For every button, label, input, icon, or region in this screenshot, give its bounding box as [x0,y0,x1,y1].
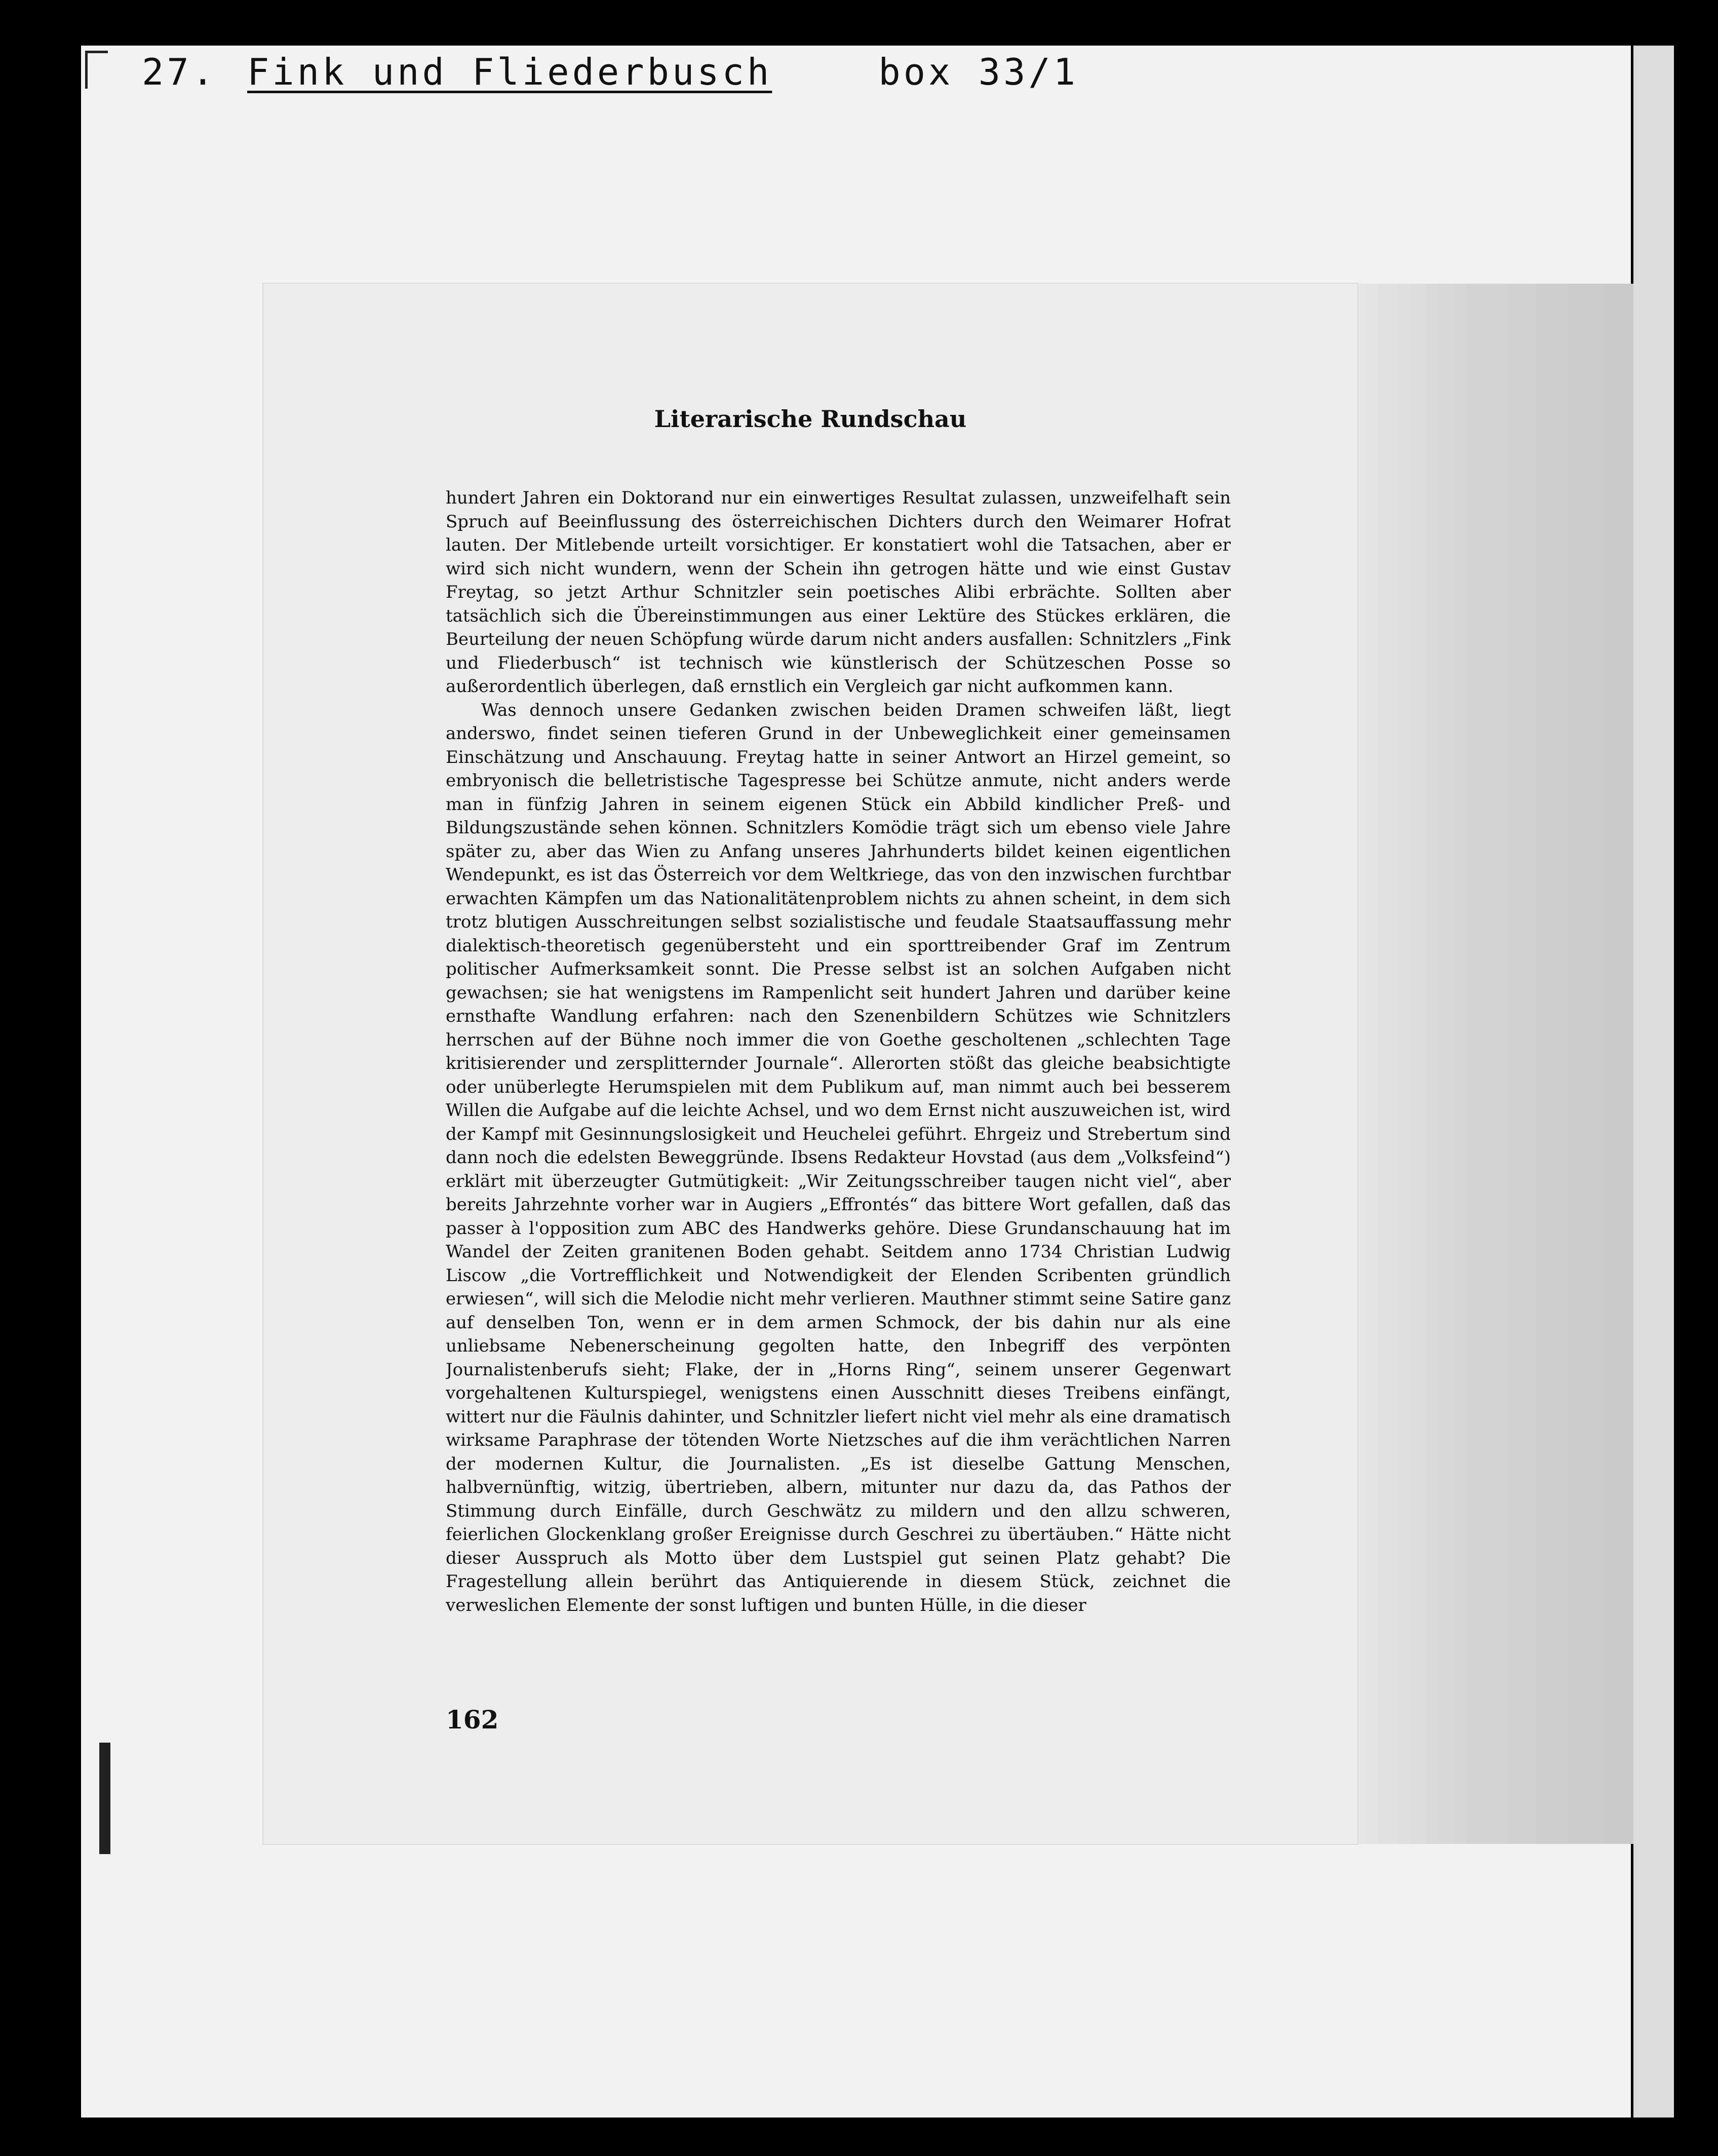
archive-label-title: Fink und Fliederbusch [247,51,772,93]
mount-right-edge [1633,46,1674,2118]
article-paragraph: Was dennoch unsere Gedanken zwischen beiden Dramen schweifen läßt, liegt anderswo, findet seinen tieferen Grund in der Unbeweglichkeit einer gemeinsamen Einschätzung und Anschauung. Freytag hatte in seiner Antwort an Hirzel gemeint, so embryonisch die belletristische Tagespresse bei Schütze anmute, nicht anders werde man in fünfzig Jahren in seinem eigenen Stück ein Abbild kindlicher Preß- und Bildungszustände sehen können. Schnitzlers Komödie trägt sich um ebenso viele Jahre später zu, aber das Wien zu Anfang unseres Jahrhunderts bildet keinen eigentlichen Wendepunkt, es ist das Österreich vor dem Weltkriege, das von den inzwischen furchtbar erwachten Kämpfen um das Nationalitätenproblem nichts zu ahnen scheint, in dem sich trotz blutigen Ausschreitungen selbst sozialistische und feudale Staatsauffassung mehr dialektisch-theoretisch gegenübersteht und ein sporttreibender Graf im Zentrum politischer Aufmerksamkeit sonnt. Die Presse selbst ist an solchen Aufgaben nicht gewachsen; sie hat wenigstens im Rampenlicht seit hundert Jahren und darüber keine ernsthafte Wandlung erfahren: nach den Szenenbildern Schützes wie Schnitzlers herrschen auf der Bühne noch immer die von Goethe gescholtenen „schlechten Tage kritisierender und zersplitternder Journale“. Allerorten stößt das gleiche beabsichtigte oder unüberlegte Herumspielen mit dem Publikum auf, man nimmt auch bei besserem Willen die Aufgabe auf die leichte Achsel, und wo dem Ernst nicht auszuweichen ist, wird der Kampf mit Gesinnungslosigkeit und Heuchelei geführt. Ehrgeiz und Strebertum sind dann noch die edelsten Beweggründe. Ibsens Redakteur Hovstad (aus dem „Volksfeind“) erklärt mit überzeugter Gutmütigkeit: „Wir Zeitungsschreiber taugen nicht viel“, aber bereits Jahrzehnte vorher war in Augiers „Effrontés“ das bittere Wort gefallen, daß das passer à l'opposition zum ABC des Handwerks gehöre. Diese Grundanschauung hat im Wandel der Zeiten granitenen Boden gehabt. Seitdem anno 1734 Christian Ludwig Liscow „die Vortrefflichkeit und Notwendigkeit der Elenden Scribenten gründlich erwiesen“, will sich die Melodie nicht mehr verlieren. Mauthner stimmt seine Satire ganz auf denselben Ton, wenn er in dem armen Schmock, der bis dahin nur als eine unliebsame Nebenerscheinung gegolten hatte, den Inbegriff des verpönten Journalistenberufs sieht; Flake, der in „Horns Ring“, seinem unserer Gegenwart vorgehaltenen Kulturspiegel, wenigstens einen Ausschnitt dieses Treibens einfängt, wittert nur die Fäulnis dahinter, und Schnitzler liefert nicht viel mehr als eine dramatisch wirksame Paraphrase der tötenden Worte Nietzsches auf die ihm verächtlichen Narren der modernen Kultur, die Journalisten. „Es ist dieselbe Gattung Menschen, halbvernünftig, witzig, übertrieben, albern, mitunter nur dazu da, das Pathos der Stimmung durch Einfälle, durch Geschwätz zu mildern und den allzu schweren, feierlichen Glockenklang großer Ereignisse durch Geschrei zu übertäuben.“ Hätte nicht dieser Ausspruch als Motto über dem Lustspiel gut seinen Platz gehabt? Die Fragestellung allein berührt das Antiquierende in diesem Stück, zeichnet die verweslichen Elemente der sonst luftigen und bunten Hülle, in die dieser [446,700,1231,1615]
left-edge-mark [99,1743,110,1854]
page-heading: Literarische Rundschau [654,405,967,433]
article-body [446,486,1231,1677]
archive-label-number: 27. [142,51,217,93]
corner-crop-mark [85,51,108,89]
archive-label [142,51,1078,96]
archive-label-box: box 33/1 [878,51,1079,93]
mount-shadow-strip [1357,284,1641,1844]
clipping-page [263,284,1357,1844]
article-paragraph: hundert Jahren ein Doktorand nur ein einwertiges Resultat zulassen, unzweifelhaft sein Spruch auf Beeinflussung des österreichischen Dichters durch den Weimarer Hofrat lauten. Der Mitlebende urteilt vorsichtiger. Er konstatiert wohl die Tatsachen, aber er wird sich nicht wundern, wenn der Schein ihn getrogen hätte und wie einst Gustav Freytag, so jetzt Arthur Schnitzler sein poetisches Alibi erbrächte. Sollten aber tatsächlich sich die Übereinstimmungen aus einer Lektüre des Stückes erklären, die Beurteilung der neuen Schöpfung würde darum nicht anders ausfallen: Schnitzlers „Fink und Fliederbusch“ ist technisch wie künstlerisch der Schützeschen Posse so außerordentlich überlegen, daß ernstlich ein Vergleich gar nicht aufkommen kann. [446,488,1231,697]
page-number: 162 [446,1705,499,1735]
